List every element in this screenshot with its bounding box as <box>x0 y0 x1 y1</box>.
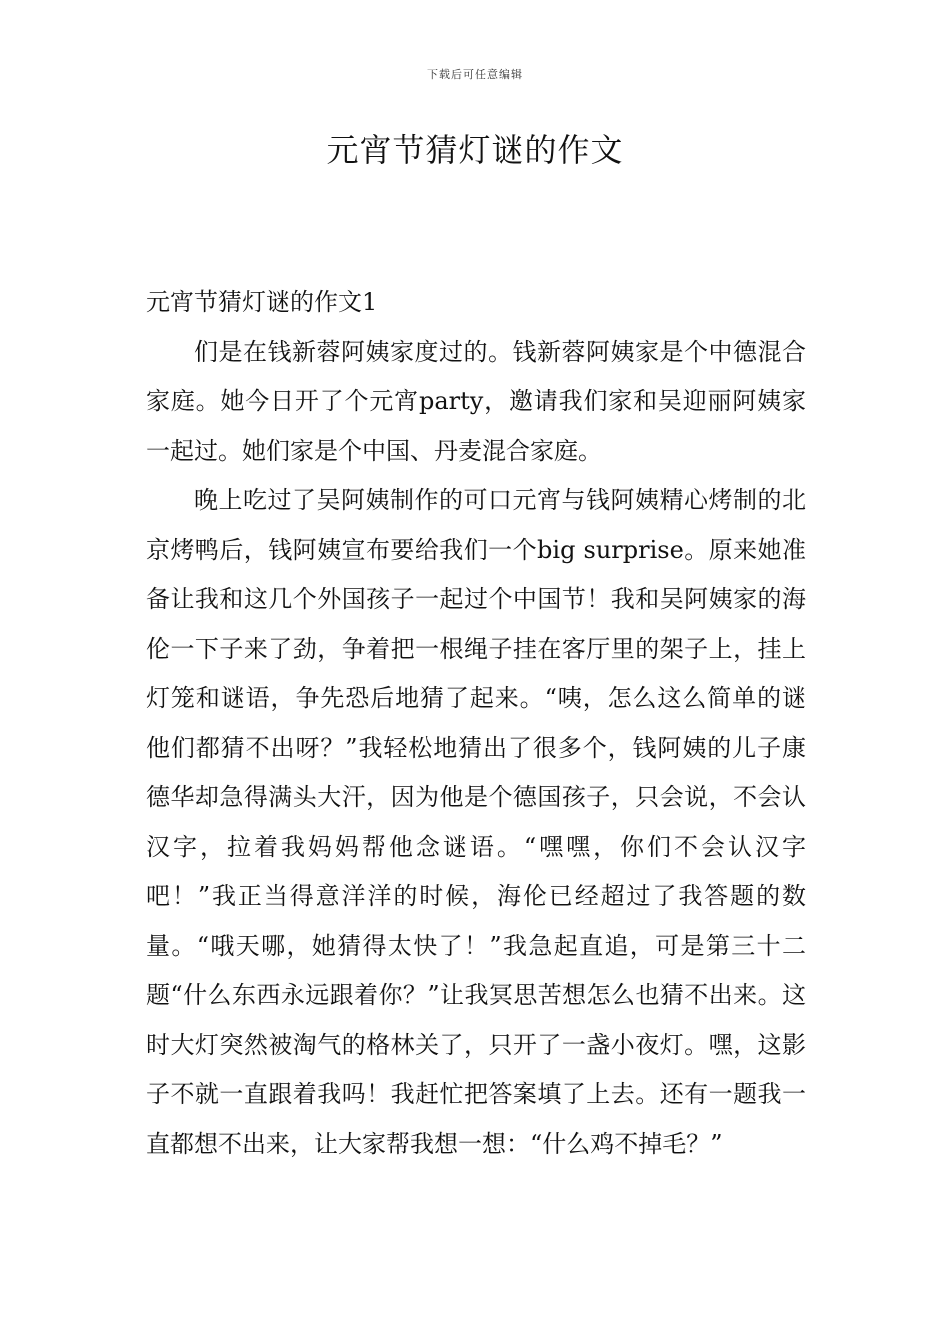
document-title: 元宵节猜灯谜的作文 <box>326 131 624 169</box>
paragraph-2: 晚上吃过了吴阿姨制作的可口元宵与钱阿姨精心烤制的北京烤鸭后，钱阿姨宣布要给我们一个big surprise。原来她准备让我和这几个外国孩子一起过个中国节！我和吴阿姨家的海伦一下子来了劲，争着把一根绳子挂在客厅里的架子上，挂上灯笼和谜语，争先恐后地猜了起来。“咦，怎么这么简单的谜他们都猜不出呀？”我轻松地猜出了很多个，钱阿姨的儿子康德华却急得满头大汗，因为他是个德国孩子，只会说，不会认汉字，拉着我妈妈帮他念谜语。“嘿嘿，你们不会认汉字吧！”我正当得意洋洋的时候，海伦已经超过了我答题的数量。“哦天哪，她猜得太快了！”我急起直追，可是第三十二题“什么东西永远跟着你？”让我冥思苦想怎么也猜不出来。这时大灯突然被淘气的格林关了，只开了一盏小夜灯。嘿，这影子不就一直跟着我吗！我赶忙把答案填了上去。还有一题我一直都想不出来，让大家帮我想一想：“什么鸡不掉毛？” <box>146 486 806 1158</box>
paragraph-1: 们是在钱新蓉阿姨家度过的。钱新蓉阿姨家是个中德混合家庭。她今日开了个元宵party，邀请我们家和吴迎丽阿姨家一起过。她们家是个中国、丹麦混合家庭。 <box>146 337 806 465</box>
section-title: 元宵节猜灯谜的作文1 <box>146 288 378 316</box>
header-note: 下载后可任意编辑 <box>427 68 523 81</box>
document-body <box>146 278 806 1169</box>
